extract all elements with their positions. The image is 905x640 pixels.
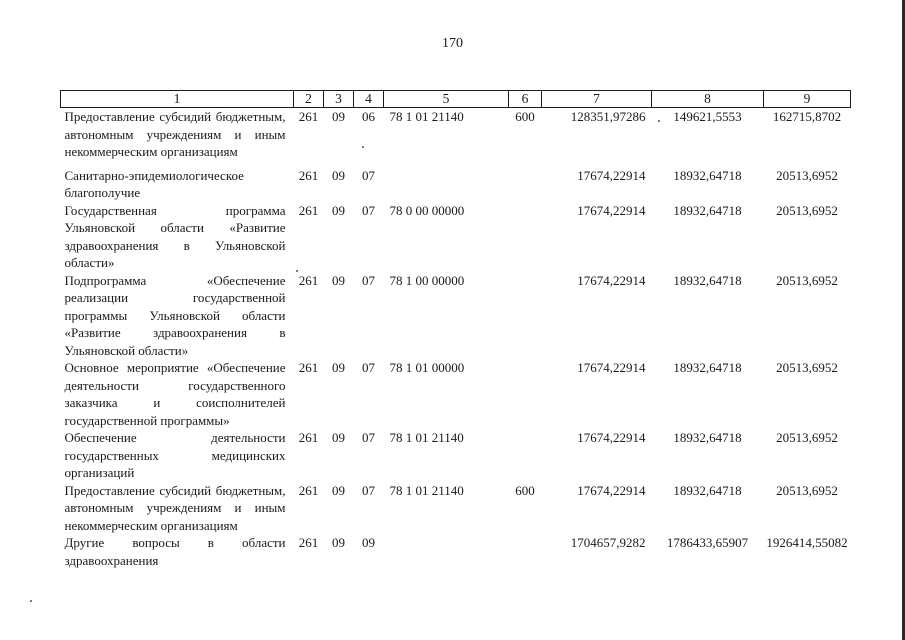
cell-ministry-code: 261 (298, 167, 319, 183)
cell-amount-col9: 20513,6952 (776, 482, 838, 498)
cell-expense-type: 600 (515, 109, 535, 124)
cell-amount-col9: 1926414,55082 (766, 535, 848, 550)
cell-expense-type (509, 272, 542, 360)
column-header-1: 1 (61, 91, 294, 108)
table-header (61, 91, 851, 108)
cell-amount-col9: 162715,8702 (772, 109, 842, 124)
cell-section: 09 (332, 482, 345, 498)
column-header-2: 2 (294, 91, 324, 108)
row-name: Обеспечение деятельности государственных медицинских организаций (64, 430, 286, 480)
cell-target-article: 78 0 00 00000 (389, 202, 465, 218)
cell-target-article (384, 167, 509, 202)
cell-expense-type (509, 359, 542, 429)
budget-table (60, 90, 851, 569)
row-name: Предоставление субсидий бюджетным, автономным учреждениям и иным некоммерческим организациям (64, 482, 286, 533)
table-row (61, 429, 851, 482)
cell-amount-col9: 20513,6952 (776, 272, 838, 288)
cell-amount-col7: 17674,22914 (577, 360, 646, 375)
table-row (61, 272, 851, 360)
cell-subsection: 06 (362, 109, 375, 124)
cell-amount-col9: 20513,6952 (776, 202, 838, 218)
row-name: Государственная программа Ульяновской области «Развитие здравоохранения в Ульяновской области» (64, 202, 286, 270)
column-header-5: 5 (384, 91, 509, 108)
cell-ministry-code: 261 (298, 535, 319, 550)
row-name: Предоставление субсидий бюджетным, автономным учреждениям и иным некоммерческим организациям (64, 109, 286, 159)
cell-section: 09 (332, 202, 345, 218)
cell-section: 09 (332, 272, 345, 288)
column-header-9: 9 (764, 91, 851, 108)
cell-section: 09 (332, 167, 345, 183)
cell-amount-col7: 1704657,9282 (570, 535, 646, 550)
scan-speck (296, 270, 298, 272)
column-header-6: 6 (509, 91, 542, 108)
cell-section: 09 (332, 109, 345, 124)
cell-ministry-code: 261 (298, 482, 319, 498)
cell-expense-type (509, 202, 542, 272)
cell-amount-col9: 20513,6952 (776, 360, 838, 375)
column-header-8: 8 (652, 91, 764, 108)
table-row (61, 482, 851, 535)
cell-subsection: 07 (362, 430, 375, 445)
row-name: Другие вопросы в области здравоохранения (64, 535, 286, 568)
cell-amount-col7: 17674,22914 (577, 167, 646, 183)
cell-expense-type (509, 429, 542, 482)
cell-amount-col7: 17674,22914 (577, 482, 646, 498)
cell-section: 09 (332, 430, 345, 445)
cell-section: 09 (332, 360, 345, 375)
cell-amount-col8: 18932,64718 (673, 430, 742, 445)
row-name: Подпрограмма «Обеспечение реализации государственной программы Ульяновской области «Развитие здравоохранения в Ульяновской области» (64, 272, 286, 358)
cell-subsection: 07 (362, 167, 375, 183)
column-header-4: 4 (354, 91, 384, 108)
page-number: 170 (442, 36, 463, 51)
column-header-7: 7 (542, 91, 652, 108)
cell-expense-type (509, 534, 542, 569)
table-row (61, 202, 851, 272)
table-row (61, 167, 851, 202)
table-row (61, 359, 851, 429)
cell-subsection: 07 (362, 202, 375, 218)
scan-speck (362, 146, 364, 148)
cell-subsection: 07 (362, 482, 375, 498)
cell-subsection: 09 (362, 535, 375, 550)
column-header-3: 3 (324, 91, 354, 108)
cell-amount-col8: 149621,5553 (673, 109, 742, 124)
cell-amount-col8: 18932,64718 (673, 482, 742, 498)
cell-amount-col8: 1786433,65907 (666, 535, 749, 550)
cell-amount-col8: 18932,64718 (673, 272, 742, 288)
cell-amount-col7: 17674,22914 (577, 202, 646, 218)
cell-amount-col7: 128351,97286 (570, 109, 646, 124)
cell-expense-type: 600 (515, 482, 535, 498)
cell-target-article: 78 1 01 21140 (389, 430, 464, 445)
cell-target-article: 78 1 01 21140 (389, 109, 464, 124)
cell-subsection: 07 (362, 360, 375, 375)
cell-amount-col9: 20513,6952 (776, 430, 838, 445)
cell-target-article: 78 1 00 00000 (389, 272, 465, 288)
table-row (61, 534, 851, 569)
cell-target-article: 78 1 01 21140 (389, 482, 464, 498)
cell-section: 09 (332, 535, 345, 550)
cell-target-article: 78 1 01 00000 (389, 360, 465, 375)
cell-amount-col8: 18932,64718 (673, 360, 742, 375)
cell-ministry-code: 261 (298, 109, 319, 124)
cell-target-article (384, 534, 509, 569)
cell-amount-col7: 17674,22914 (577, 430, 646, 445)
row-name: Санитарно-эпидемиологическое благополучие (64, 167, 244, 200)
cell-ministry-code: 261 (298, 430, 319, 445)
cell-ministry-code: 261 (298, 272, 319, 288)
cell-amount-col7: 17674,22914 (577, 272, 646, 288)
table-body (61, 108, 851, 570)
cell-expense-type (509, 167, 542, 202)
scan-speck (30, 600, 32, 602)
scan-speck (658, 120, 660, 122)
cell-ministry-code: 261 (298, 360, 319, 375)
cell-amount-col9: 20513,6952 (776, 167, 838, 183)
cell-amount-col8: 18932,64718 (673, 167, 742, 183)
cell-subsection: 07 (362, 272, 375, 288)
table-row (61, 108, 851, 161)
row-name: Основное мероприятие «Обеспечение деятельности государственного заказчика и соисполнителей государственной программы» (64, 360, 286, 428)
cell-ministry-code: 261 (298, 202, 319, 218)
cell-amount-col8: 18932,64718 (673, 202, 742, 218)
header-row (61, 91, 851, 108)
